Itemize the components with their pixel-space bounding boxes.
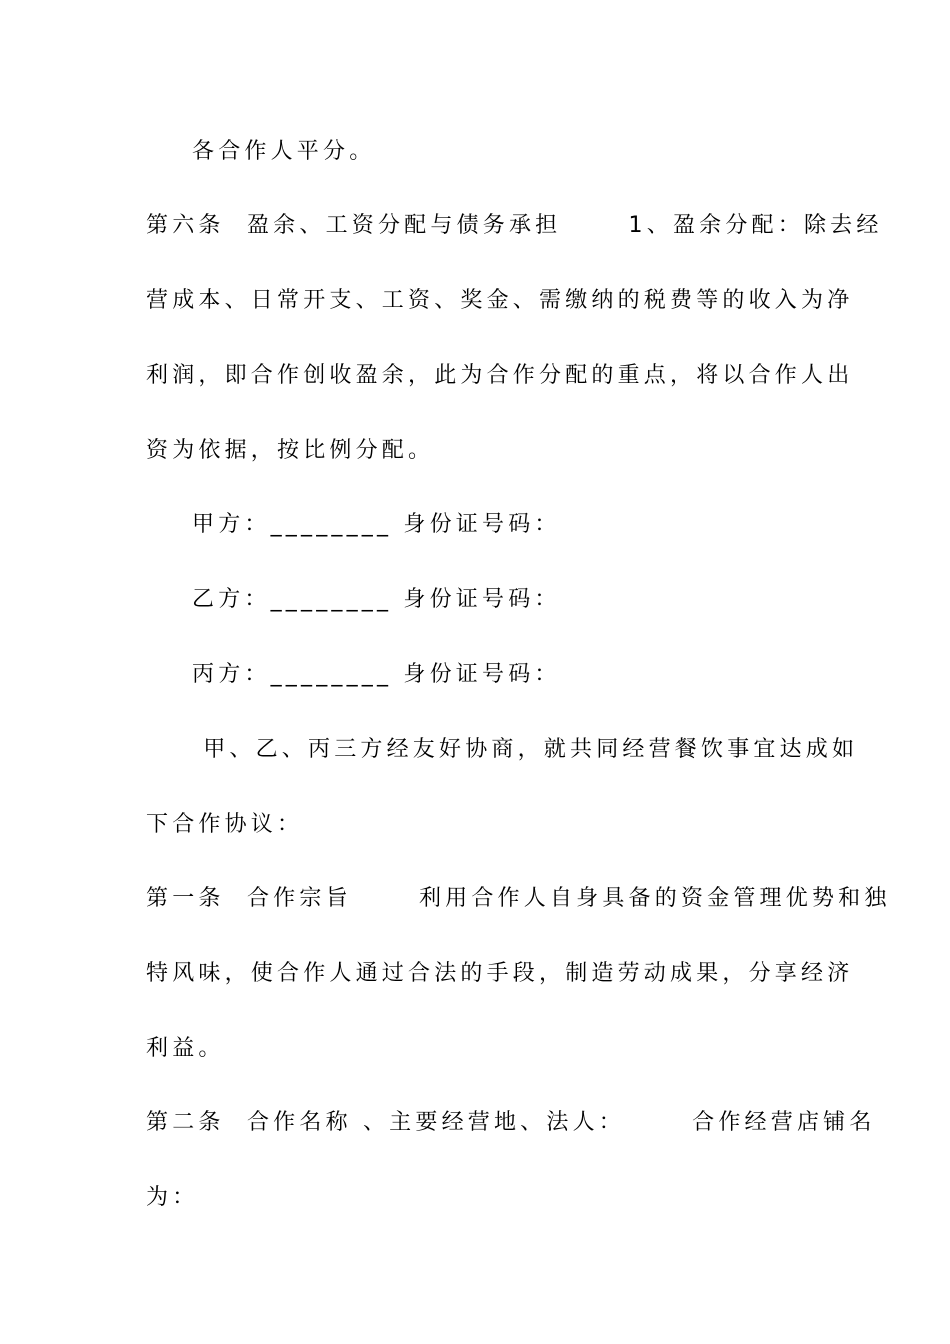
paragraph-line: 甲、乙、丙三方经友好协商，就共同经营餐饮事宜达成如: [192, 737, 859, 762]
paragraph-line: 利益。: [146, 1036, 225, 1061]
article-six-heading-line: 第六条 盈余、工资分配与债务承担 1、盈余分配：除去经: [146, 213, 883, 238]
party-a-line: 甲方：________ 身份证号码：: [192, 512, 561, 537]
article-one-heading-line: 第一条 合作宗旨 利用合作人自身具备的资金管理优势和独: [146, 886, 891, 911]
paragraph-line: 各合作人平分。: [192, 139, 376, 164]
party-b-line: 乙方：________ 身份证号码：: [192, 587, 561, 612]
paragraph-line: 资为依据，按比例分配。: [146, 438, 435, 463]
paragraph-line: 下合作协议：: [146, 812, 304, 837]
paragraph-line: 特风味，使合作人通过合法的手段，制造劳动成果，分享经济: [146, 961, 854, 986]
paragraph-line: 营成本、日常开支、工资、奖金、需缴纳的税费等的收入为净: [146, 288, 854, 313]
party-c-line: 丙方：________ 身份证号码：: [192, 662, 561, 687]
paragraph-line: 为：: [146, 1185, 199, 1210]
article-two-heading-line: 第二条 合作名称 、主要经营地、法人： 合作经营店铺名: [146, 1110, 876, 1135]
paragraph-line: 利润，即合作创收盈余，此为合作分配的重点，将以合作人出: [146, 363, 854, 388]
